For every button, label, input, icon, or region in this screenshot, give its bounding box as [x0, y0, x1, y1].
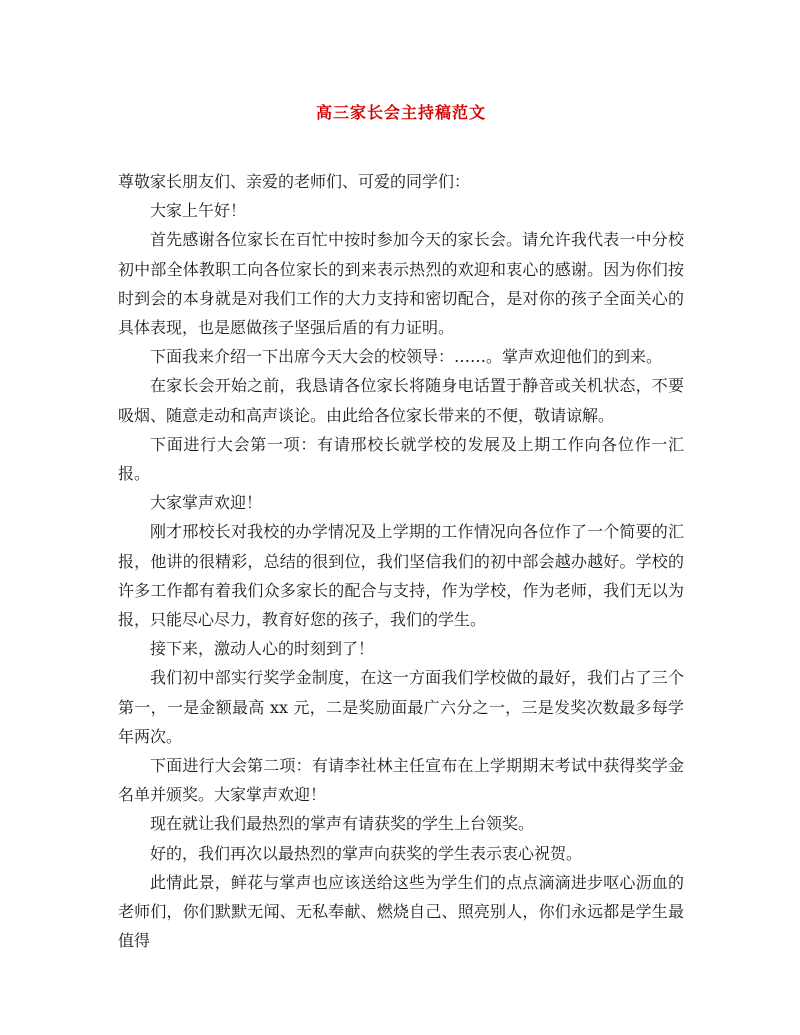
paragraph-teachers-tribute: 此情此景，鲜花与掌声也应该送给这些为学生们的点点滴滴进步呕心沥血的老师们，你们默默无闻、无私奉献、燃烧自己、照亮别人，你们永远都是学生最值得	[118, 872, 684, 951]
paragraph-thanks: 首先感谢各位家长在百忙中按时参加今天的家长会。请允许我代表一中分校初中部全体教职工向各位家长的到来表示热烈的欢迎和衷心的感谢。因为你们按时到会的本身就是对我们工作的大力支持和密切配合，是对你的孩子全面关心的具体表现，也是愿做孩子坚强后盾的有力证明。	[118, 230, 684, 338]
paragraph-phone-notice: 在家长会开始之前，我恳请各位家长将随身电话置于静音或关机状态，不要吸烟、随意走动和高声谈论。由此给各位家长带来的不便，敬请谅解。	[118, 376, 684, 425]
paragraph-award-invite: 现在就让我们最热烈的掌声有请获奖的学生上台领奖。	[150, 814, 535, 834]
paragraph-agenda-item-2: 下面进行大会第二项：有请李社林主任宣布在上学期期末考试中获得奖学金名单并颁奖。大家掌声欢迎！	[118, 756, 684, 805]
paragraph-scholarship: 我们初中部实行奖学金制度，在这一方面我们学校做的最好，我们占了三个第一，一是金额最高 xx 元，二是奖励面最广六分之一，三是发奖次数最多每学年两次。	[118, 668, 684, 746]
paragraph-congratulations: 好的，我们再次以最热烈的掌声向获奖的学生表示衷心祝贺。	[150, 843, 583, 863]
document-title: 高三家长会主持稿范文	[315, 103, 486, 122]
paragraph-greeting: 大家上午好！	[150, 201, 247, 221]
paragraph-salutation: 尊敬家长朋友们、亲爱的老师们、可爱的同学们：	[118, 172, 471, 191]
paragraph-report-summary: 刚才邢校长对我校的办学情况及上学期的工作情况向各位作了一个简要的汇报，他讲的很精彩，总结的很到位，我们坚信我们的初中部会越办越好。学校的许多工作都有着我们众多家长的配合与支持，作为学校，作为老师，我们无以为报，只能尽心尽力，教育好您的孩子，我们的学生。	[118, 522, 684, 630]
paragraph-leaders-intro: 下面我来介绍一下出席今天大会的校领导：……。掌声欢迎他们的到来。	[150, 347, 663, 367]
paragraph-exciting-moment: 接下来，激动人心的时刻到了！	[150, 639, 375, 659]
paragraph-agenda-item-1: 下面进行大会第一项：有请邢校长就学校的发展及上期工作向各位作一汇报。	[118, 434, 684, 484]
paragraph-applause-1: 大家掌声欢迎！	[150, 493, 263, 513]
document-body	[118, 167, 684, 955]
document-page	[118, 100, 684, 955]
